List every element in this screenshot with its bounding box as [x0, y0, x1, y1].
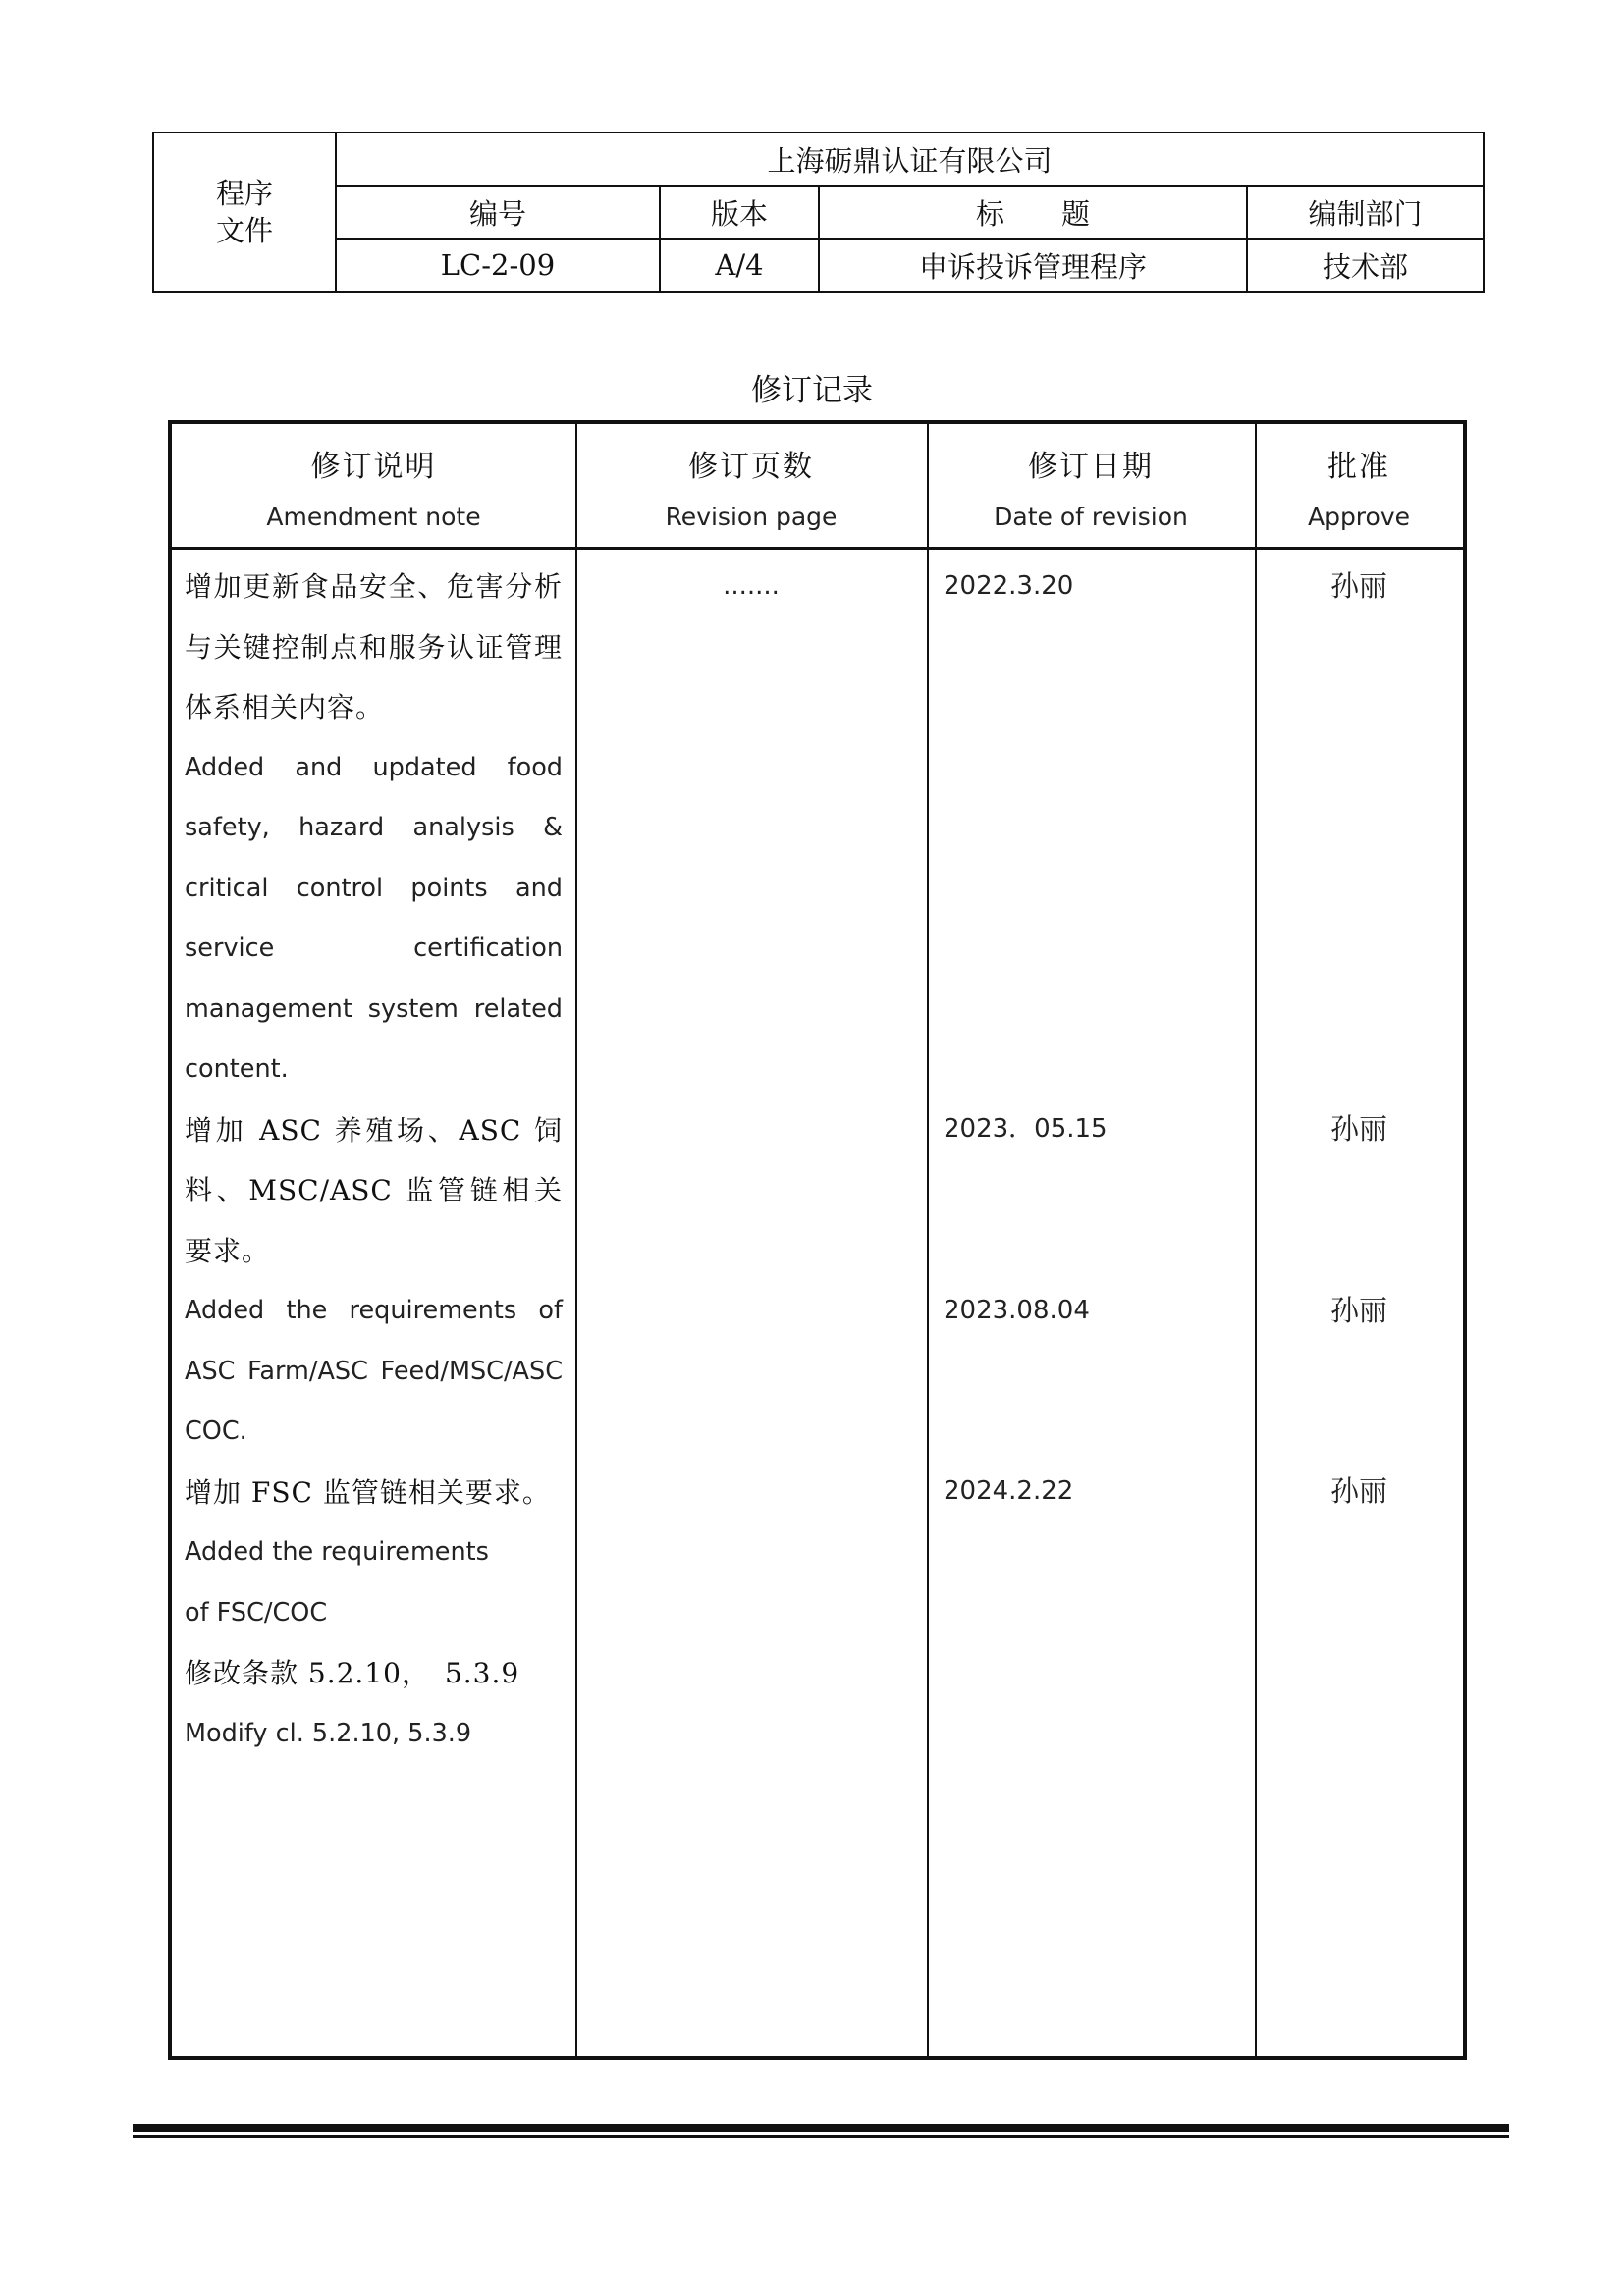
header-approve-en: Approve: [1307, 503, 1411, 531]
entry-4-date: 2024.2.22: [944, 1476, 1074, 1506]
header-amendment-note-en: Amendment note: [266, 503, 481, 531]
document-type-line1: 程序: [215, 177, 273, 210]
document-type-cell: [153, 133, 336, 292]
header-divider: [172, 547, 1463, 550]
entry-3-approver: 孙丽: [1329, 1294, 1387, 1327]
footer-rule-thick: [133, 2124, 1509, 2132]
entry-3-note-zh: 增加 FSC 监管链相关要求。: [185, 1475, 551, 1509]
entry-4-approver: 孙丽: [1329, 1474, 1387, 1508]
entry-2-note-en: Added the requirements of ASC Farm/ASC Feed/MSC/ASC COC.: [185, 1296, 563, 1446]
header-date-of-revision: [927, 424, 1255, 547]
header-date-en: Date of revision: [994, 503, 1188, 531]
column-divider: [1255, 424, 1257, 2056]
header-approve-zh: 批准: [1327, 450, 1390, 484]
entry-4-note-en: Modify cl. 5.2.10, 5.3.9: [185, 1718, 472, 1748]
header-approve: [1255, 424, 1463, 547]
header-date-zh: 修订日期: [1028, 450, 1154, 484]
header-revision-page: [575, 424, 927, 547]
header-revision-page-zh: 修订页数: [688, 450, 814, 484]
code-label: 编号: [336, 186, 660, 239]
entry-2-note-zh: 增加 ASC 养殖场、ASC 饲料、MSC/ASC 监管链相关要求。: [185, 1113, 563, 1267]
title-label: 标 题: [819, 186, 1247, 239]
version-value: A/4: [660, 239, 819, 292]
document-type-line2: 文件: [215, 214, 273, 247]
header-amendment-note: [172, 424, 575, 547]
column-divider: [927, 424, 929, 2056]
entry-2-approver: 孙丽: [1329, 1112, 1387, 1146]
entry-1-date: 2022.3.20: [944, 571, 1074, 601]
header-amendment-note-zh: 修订说明: [310, 450, 437, 484]
entry-1-note-en: Added and updated food safety, hazard analysis & critical control points and service certification management system related content.: [185, 752, 563, 1084]
header-revision-page-en: Revision page: [665, 503, 838, 531]
entry-3-note-en: Added the requirements of FSC/COC: [185, 1537, 489, 1628]
entry-1-pages: .......: [723, 571, 780, 601]
footer-rule-thin: [133, 2135, 1509, 2138]
amendment-notes-column: [185, 557, 563, 1764]
entry-3-date: 2023.08.04: [944, 1296, 1090, 1325]
entry-1-note-zh: 增加更新食品安全、危害分析与关键控制点和服务认证管理体系相关内容。: [185, 570, 563, 723]
document-header-table: [152, 132, 1485, 293]
entry-2-date: 2023．05.15: [944, 1114, 1108, 1144]
revision-table: [168, 420, 1467, 2060]
column-divider: [575, 424, 577, 2056]
code-value: LC-2-09: [336, 239, 660, 292]
company-name: 上海砺鼎认证有限公司: [336, 133, 1484, 186]
revision-record-caption: 修订记录: [751, 373, 873, 408]
entry-4-note-zh: 修改条款 5.2.10， 5.3.9: [185, 1657, 520, 1689]
title-value: 申诉投诉管理程序: [819, 239, 1247, 292]
entry-1-approver: 孙丽: [1329, 569, 1387, 603]
department-value: 技术部: [1247, 239, 1484, 292]
department-label: 编制部门: [1247, 186, 1484, 239]
version-label: 版本: [660, 186, 819, 239]
